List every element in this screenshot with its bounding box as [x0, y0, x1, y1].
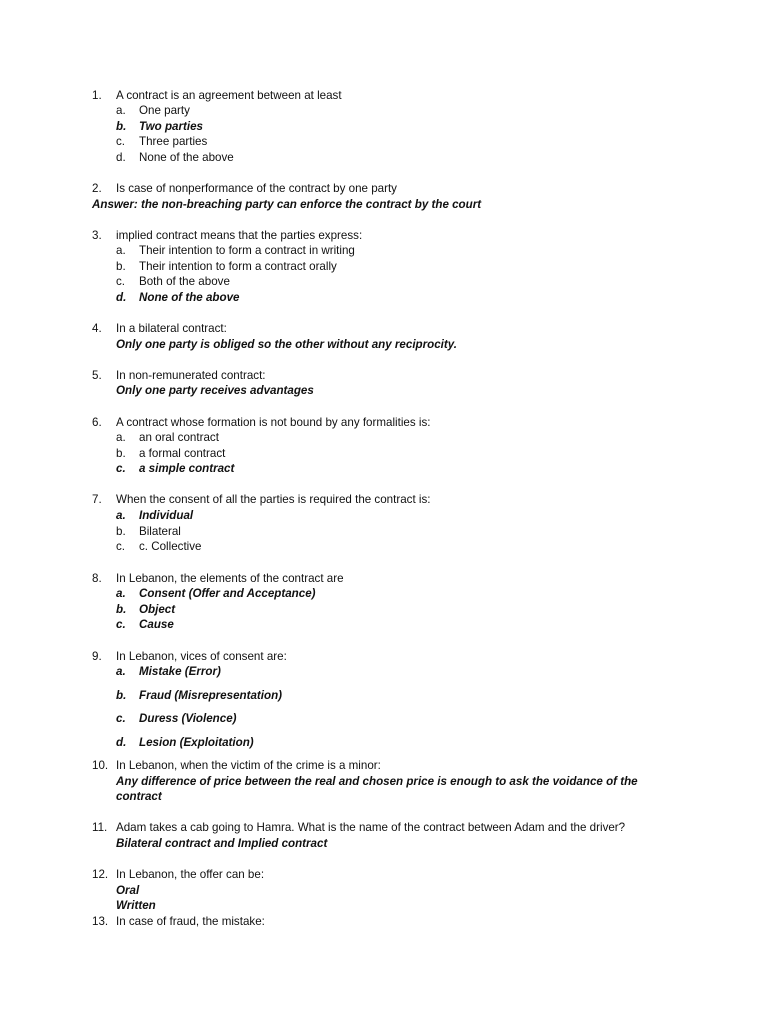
- option-text: Their intention to form a contract in writing: [139, 244, 355, 257]
- question-text: In a bilateral contract:: [116, 322, 227, 335]
- option-letter: c.: [116, 462, 126, 475]
- question-text: In case of fraud, the mistake:: [116, 915, 265, 928]
- question-number: 1.: [92, 89, 102, 102]
- answer-text: Only one party receives advantages: [116, 384, 314, 397]
- option-letter: a.: [116, 431, 126, 444]
- question-text: In Lebanon, vices of consent are:: [116, 650, 287, 663]
- question-number: 8.: [92, 572, 102, 585]
- option-letter: d.: [116, 736, 127, 749]
- option-text: Bilateral: [139, 525, 181, 538]
- question-number: 2.: [92, 182, 102, 195]
- option-letter: b.: [116, 260, 126, 273]
- answer-text: Any difference of price between the real and chosen price is enough to ask the voidance of the: [116, 775, 638, 788]
- question-text: When the consent of all the parties is required the contract is:: [116, 493, 431, 506]
- option-letter: a.: [116, 587, 126, 600]
- option-letter: b.: [116, 120, 127, 133]
- question-number: 7.: [92, 493, 102, 506]
- question-number: 5.: [92, 369, 102, 382]
- question-number: 6.: [92, 416, 102, 429]
- question-text: Adam takes a cab going to Hamra. What is the name of the contract between Adam and the driver?: [116, 821, 626, 834]
- option-text: a formal contract: [139, 447, 226, 460]
- answer-option-text: Individual: [139, 509, 194, 522]
- option-letter: a.: [116, 509, 126, 522]
- option-letter: a.: [116, 665, 126, 678]
- question-text: Is case of nonperformance of the contract by one party: [116, 182, 397, 195]
- answer-text: Only one party is obliged so the other without any reciprocity.: [116, 338, 457, 351]
- option-letter: c.: [116, 135, 126, 148]
- option-text: None of the above: [139, 151, 234, 164]
- answer-text: Written: [116, 899, 156, 912]
- question-text: implied contract means that the parties express:: [116, 229, 363, 242]
- option-letter: b.: [116, 603, 127, 616]
- question-number: 11.: [92, 821, 108, 834]
- question-number: 9.: [92, 650, 102, 663]
- question-number: 10.: [92, 759, 109, 772]
- answer-option-text: None of the above: [139, 291, 240, 304]
- answer-option-text: Mistake (Error): [139, 665, 221, 678]
- question-text: A contract whose formation is not bound by any formalities is:: [116, 416, 431, 429]
- question-number: 4.: [92, 322, 102, 335]
- question-text: In Lebanon, the offer can be:: [116, 868, 265, 881]
- answer-option-text: Consent (Offer and Acceptance): [139, 587, 316, 600]
- question-number: 3.: [92, 229, 102, 242]
- answer-text: Answer: the non-breaching party can enforce the contract by the court: [92, 198, 482, 211]
- option-text: c. Collective: [139, 540, 202, 553]
- question-text: In Lebanon, the elements of the contract are: [116, 572, 344, 585]
- option-text: an oral contract: [139, 431, 219, 444]
- option-letter: c.: [116, 275, 126, 288]
- answer-option-text: Lesion (Exploitation): [139, 736, 254, 749]
- option-letter: a.: [116, 104, 126, 117]
- answer-text: contract: [116, 790, 162, 803]
- option-letter: d.: [116, 291, 127, 304]
- answer-text: Oral: [116, 884, 140, 897]
- question-text: In non-remunerated contract:: [116, 369, 266, 382]
- option-letter: c.: [116, 540, 126, 553]
- option-letter: d.: [116, 151, 126, 164]
- question-number: 12.: [92, 868, 109, 881]
- option-letter: a.: [116, 244, 126, 257]
- option-text: Both of the above: [139, 275, 230, 288]
- option-letter: b.: [116, 447, 126, 460]
- question-text: A contract is an agreement between at least: [116, 89, 342, 102]
- answer-option-text: Two parties: [139, 120, 203, 133]
- option-letter: b.: [116, 525, 126, 538]
- option-letter: b.: [116, 689, 127, 702]
- answer-option-text: a simple contract: [139, 462, 235, 475]
- option-letter: c.: [116, 712, 126, 725]
- answer-text: Bilateral contract and Implied contract: [116, 837, 328, 850]
- answer-option-text: Object: [139, 603, 176, 616]
- option-text: Three parties: [139, 135, 208, 148]
- option-text: Their intention to form a contract orally: [139, 260, 337, 273]
- question-text: In Lebanon, when the victim of the crime is a minor:: [116, 759, 381, 772]
- option-letter: c.: [116, 618, 126, 631]
- answer-option-text: Cause: [139, 618, 174, 631]
- answer-option-text: Fraud (Misrepresentation): [139, 689, 283, 702]
- question-number: 13.: [92, 915, 109, 928]
- answer-option-text: Duress (Violence): [139, 712, 237, 725]
- option-text: One party: [139, 104, 190, 117]
